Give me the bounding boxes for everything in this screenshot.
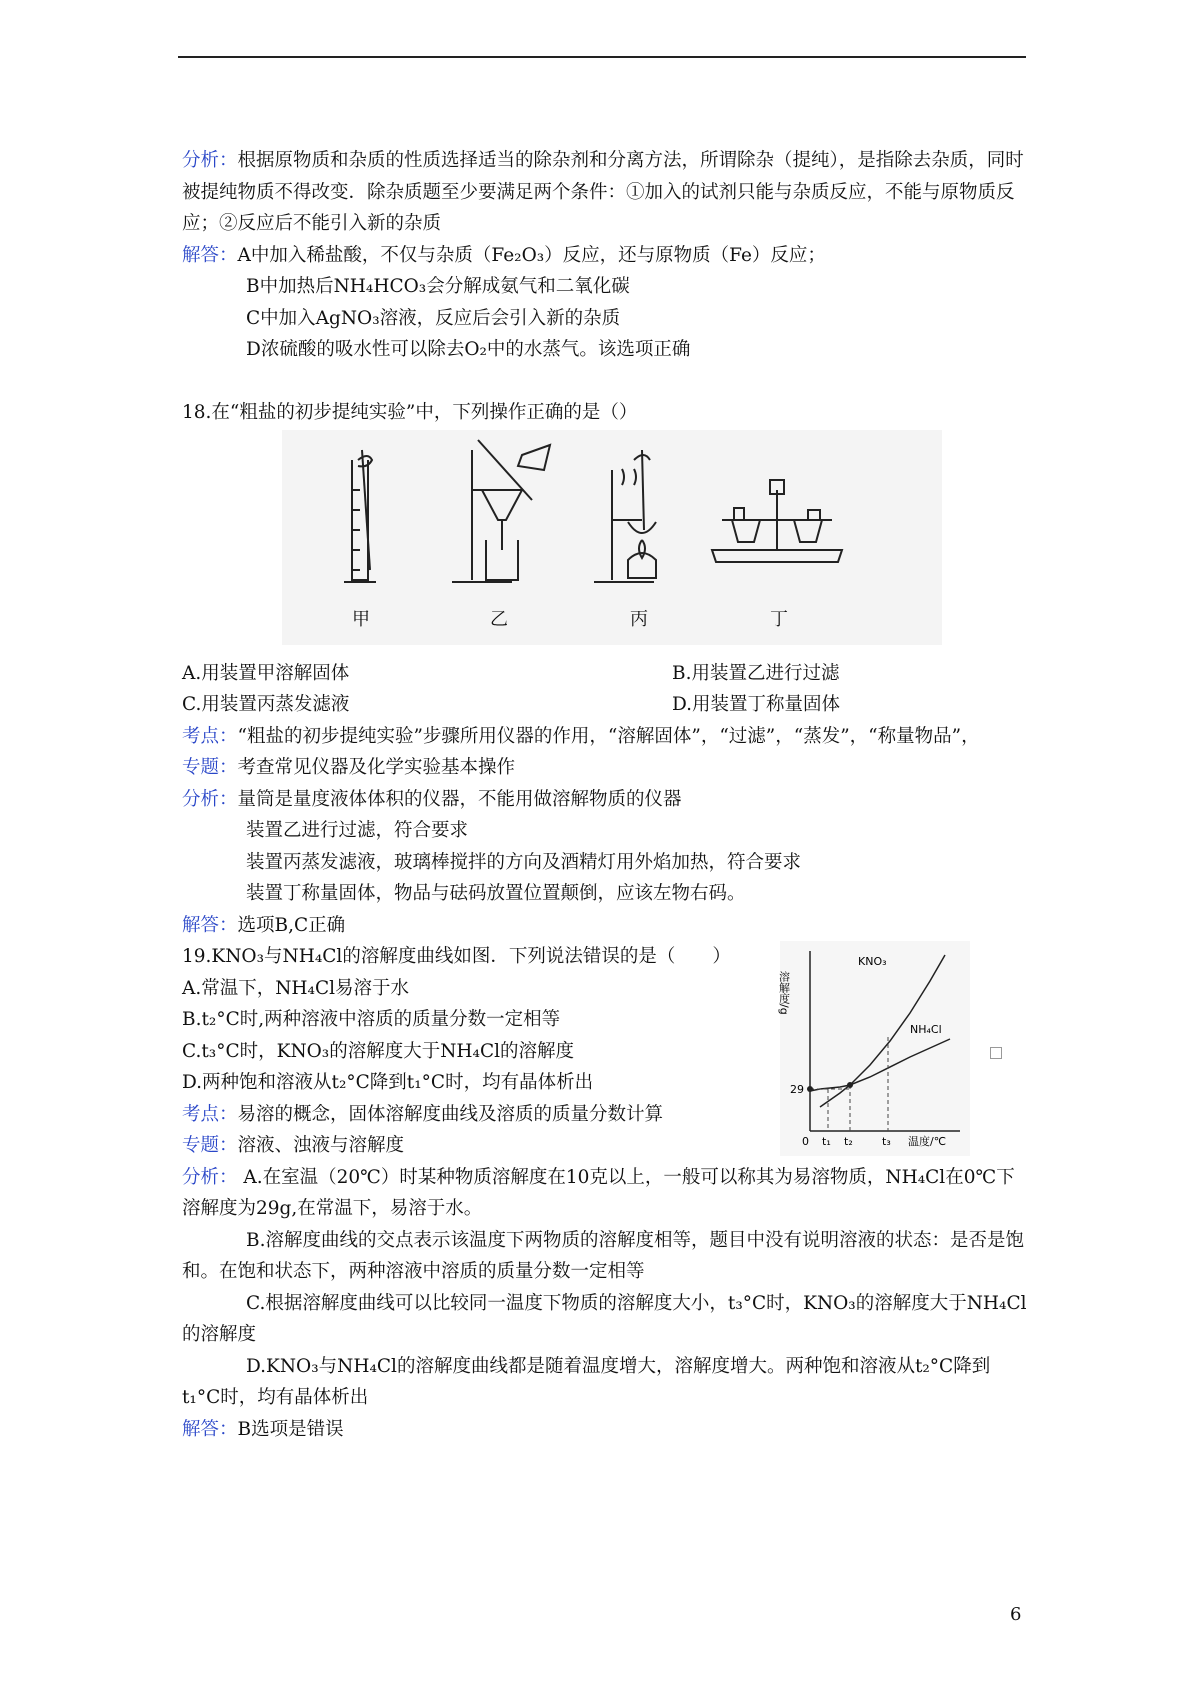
q19-stem: 19.KNO₃与NH₄Cl的溶解度曲线如图．下列说法错误的是（ ）: [182, 946, 731, 967]
label-fenxi: 分析：: [182, 788, 238, 810]
q19-option-d: D.两种饱和溶液从t₂°C降到t₁°C时，均有晶体析出: [182, 1072, 594, 1093]
label-bing: 丙: [630, 609, 648, 630]
analysis-prev: [182, 145, 1027, 240]
label-jieda: 解答：: [182, 1418, 238, 1440]
label-jia: 甲: [352, 609, 370, 630]
q18-kaodian: [182, 721, 1027, 753]
graph-background: [777, 941, 970, 1156]
q18-fenxi-3: 装置丙蒸发滤液，玻璃棒搅拌的方向及酒精灯用外焰加热，符合要求: [246, 851, 802, 873]
q18-apparatus-figure: [282, 430, 942, 645]
spacer: [182, 366, 1027, 397]
q18-fenxi-4: 装置丁称量固体，物品与砝码放置位置颠倒，应该左物右码。: [246, 883, 746, 904]
q18-option-b: B.用装置乙进行过滤: [672, 662, 840, 684]
label-fenxi: 分析：: [182, 1166, 238, 1188]
x-tick-t1: t₁: [822, 1135, 831, 1148]
q19-fenxi-a-text: A.在室温（20℃）时某种物质溶解度在10克以上，一般可以称其为易溶物质，NH₄Cl在0℃下溶解度为29g,在常温下，易溶于水。: [182, 1166, 1015, 1219]
q19-kaodian-text: 易溶的概念，固体溶解度曲线及溶质的质量分数计算: [237, 1103, 664, 1125]
q19-option-c: C.t₃°C时，KNO₃的溶解度大于NH₄Cl的溶解度: [182, 1040, 575, 1062]
q18-zhuanti: [182, 752, 1027, 784]
y-axis-label: 溶解度/g: [777, 971, 791, 1015]
header-rule: [178, 56, 1026, 58]
answer-prev-line-d: D浓硫酸的吸水性可以除去O₂中的水蒸气。该选项正确: [246, 339, 691, 360]
answer-prev-line-a: A中加入稀盐酸，不仅与杂质（Fe₂O₃）反应，还与原物质（Fe）反应；: [237, 244, 826, 266]
q18-kaodian-text: “粗盐的初步提纯实验”步骤所用仪器的作用，“溶解固体”，“过滤”，“蒸发”，“称量物品”，: [237, 725, 980, 747]
label-ding: 丁: [770, 609, 788, 630]
q18-options: [182, 658, 1027, 721]
intersection-point: [847, 1082, 853, 1088]
q18-fenxi-1: 量筒是量度液体体积的仪器，不能用做溶解物质的仪器: [237, 788, 682, 810]
label-yi: 乙: [490, 609, 508, 630]
q18-fenxi: [182, 784, 1027, 816]
origin-label: 0: [802, 1135, 809, 1148]
label-zhuanti: 专题：: [182, 757, 238, 778]
q18-option-c: C.用装置丙蒸发滤液: [182, 694, 350, 715]
y-tick-29: 29: [790, 1083, 804, 1096]
answer-prev-line-c: C中加入AgNO₃溶液，反应后会引入新的杂质: [246, 307, 621, 329]
q19-option-b: B.t₂°C时,两种溶液中溶质的质量分数一定相等: [182, 1009, 561, 1030]
label-kaodian: 考点：: [182, 1103, 238, 1125]
q19-zhuanti-text: 溶液、浊液与溶解度: [237, 1135, 405, 1156]
q19-jieda-text: B选项是错误: [237, 1418, 344, 1440]
label-kaodian: 考点：: [182, 725, 238, 747]
label-zhuanti: 专题：: [182, 1135, 238, 1156]
x-tick-t3: t₃: [882, 1135, 891, 1148]
label-kno3: KNO₃: [858, 955, 887, 968]
q19-jieda: [182, 1414, 1027, 1446]
page-content: [182, 145, 1027, 1445]
x-tick-t2: t₂: [844, 1135, 853, 1148]
label-jieda: 解答：: [182, 914, 238, 936]
q19-fenxi-a: [182, 1162, 1027, 1225]
answer-prev-line-b: B中加热后NH₄HCO₃会分解成氨气和二氧化碳: [246, 276, 630, 297]
answer-prev-a: [182, 240, 1027, 272]
point-29: [807, 1086, 813, 1092]
q19-fenxi-d: D.KNO₃与NH₄Cl的溶解度曲线都是随着温度增大，溶解度增大。两种饱和溶液从t₂°C降到t₁°C时，均有晶体析出: [182, 1355, 991, 1408]
solubility-curve-figure: [777, 941, 970, 1156]
q19-option-a: A.常温下，NH₄Cl易溶于水: [182, 977, 410, 999]
label-jieda: 解答：: [182, 244, 238, 266]
q18-option-a: A.用装置甲溶解固体: [182, 662, 350, 684]
q19-block: [182, 941, 1027, 1162]
q19-fenxi-b: B.溶解度曲线的交点表示该温度下两物质的溶解度相等，题目中没有说明溶液的状态：是否是饱和。在饱和状态下，两种溶液中溶质的质量分数一定相等: [182, 1229, 1024, 1282]
page-number: 6: [1010, 1604, 1022, 1625]
x-axis-label: 温度/℃: [908, 1135, 947, 1148]
placeholder-box: [990, 1047, 1002, 1059]
analysis-prev-text: 根据原物质和杂质的性质选择适当的除杂剂和分离方法，所谓除杂（提纯），是指除去杂质，同时被提纯物质不得改变．除杂质题至少要满足两个条件：①加入的试剂只能与杂质反应，不能与原物质反应；②反应后不能引入新的杂质: [182, 150, 1024, 234]
q18-fenxi-2: 装置乙进行过滤，符合要求: [246, 820, 469, 841]
q18-jieda: [182, 910, 1027, 942]
q18-zhuanti-text: 考查常见仪器及化学实验基本操作: [237, 757, 516, 778]
q18-stem: 18.在“粗盐的初步提纯实验”中，下列操作正确的是（）: [182, 401, 638, 423]
label-nh4cl: NH₄Cl: [910, 1023, 942, 1036]
label-fenxi: 分析：: [182, 150, 238, 171]
q18-option-d: D.用装置丁称量固体: [672, 694, 841, 715]
q18-jieda-text: 选项B,C正确: [237, 914, 346, 936]
q19-fenxi-c: C.根据溶解度曲线可以比较同一温度下物质的溶解度大小，t₃°C时，KNO₃的溶解度大于NH₄Cl的溶解度: [182, 1292, 1027, 1345]
